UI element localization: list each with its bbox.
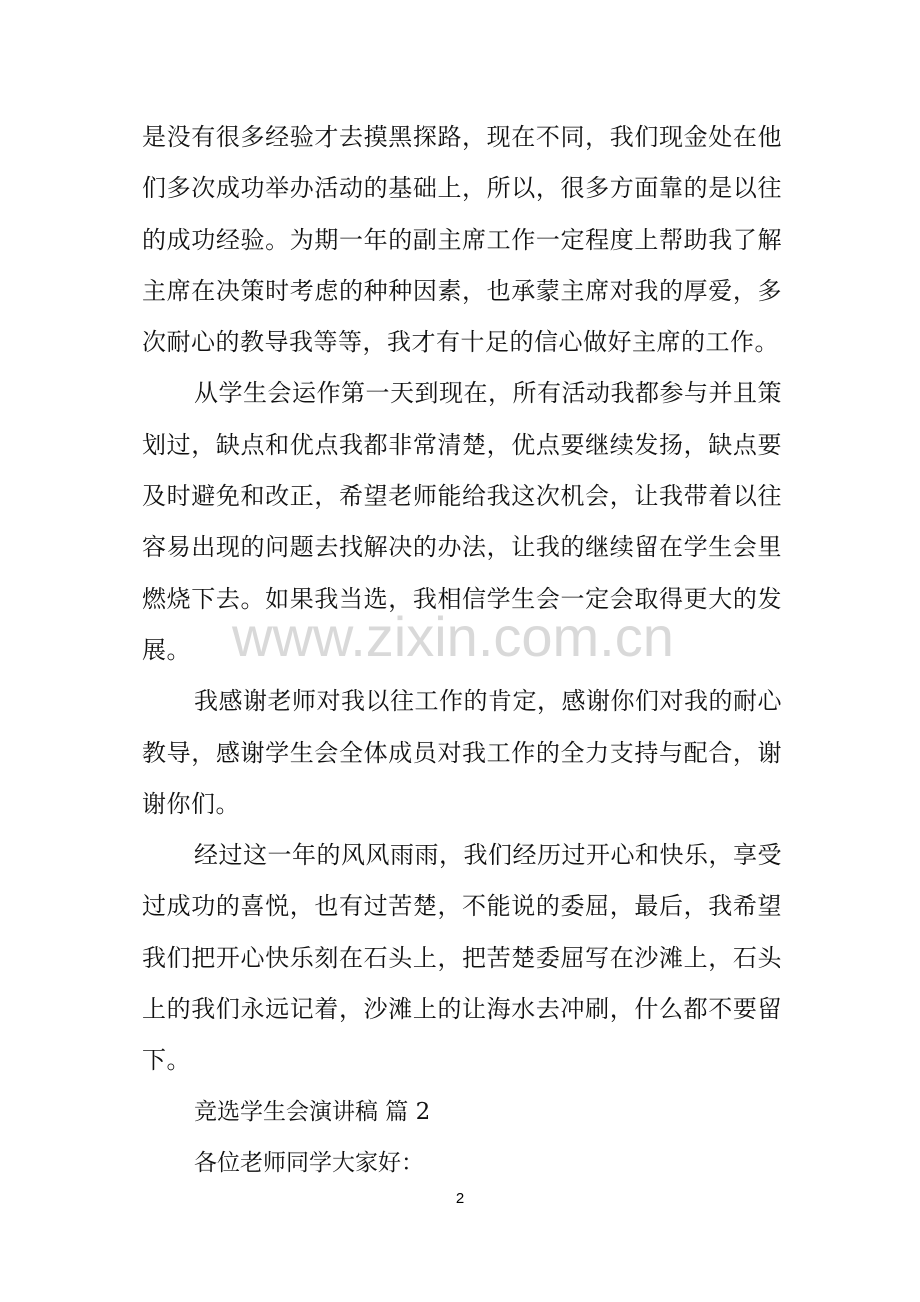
greeting-line: 各位老师同学大家好：	[194, 1149, 424, 1176]
paragraph-continuation: 是没有很多经验才去摸黑探路，现在不同，我们现金处在他们多次成功举办活动的基础上，所以，很多方面靠的是以往的成功经验。为期一年的副主席工作一定程度上帮助我了解主席在决策时考虑的种种因素，也承蒙主席对我的厚爱，多次耐心的教导我等等，我才有十足的信心做好主席的工作。	[142, 123, 782, 357]
section-title: 竞选学生会演讲稿 篇 2	[194, 1098, 431, 1125]
paragraph-thanks: 我感谢老师对我以往工作的肯定，感谢你们对我的耐心教导，感谢学生会全体成员对我工作的全力支持与配合，谢谢你们。	[142, 687, 782, 818]
paragraph-reflection: 经过这一年的风风雨雨，我们经历过开心和快乐，享受过成功的喜悦，也有过苦楚，不能说的委屈，最后，我希望我们把开心快乐刻在石头上，把苦楚委屈写在沙滩上，石头上的我们永远记着，沙滩上的让海水去冲刷，什么都不要留下。	[142, 841, 782, 1075]
paragraph-student-union-experience: 从学生会运作第一天到现在，所有活动我都参与并且策划过，缺点和优点我都非常清楚，优点要继续发扬，缺点要及时避免和改正，希望老师能给我这次机会，让我带着以往容易出现的问题去找解决的办法，让我的继续留在学生会里燃烧下去。如果我当选，我相信学生会一定会取得更大的发展。	[142, 379, 782, 664]
site-watermark: www.zixin.com.cn	[232, 605, 674, 668]
document-body	[142, 112, 782, 1189]
page-number: 2	[455, 1190, 465, 1207]
